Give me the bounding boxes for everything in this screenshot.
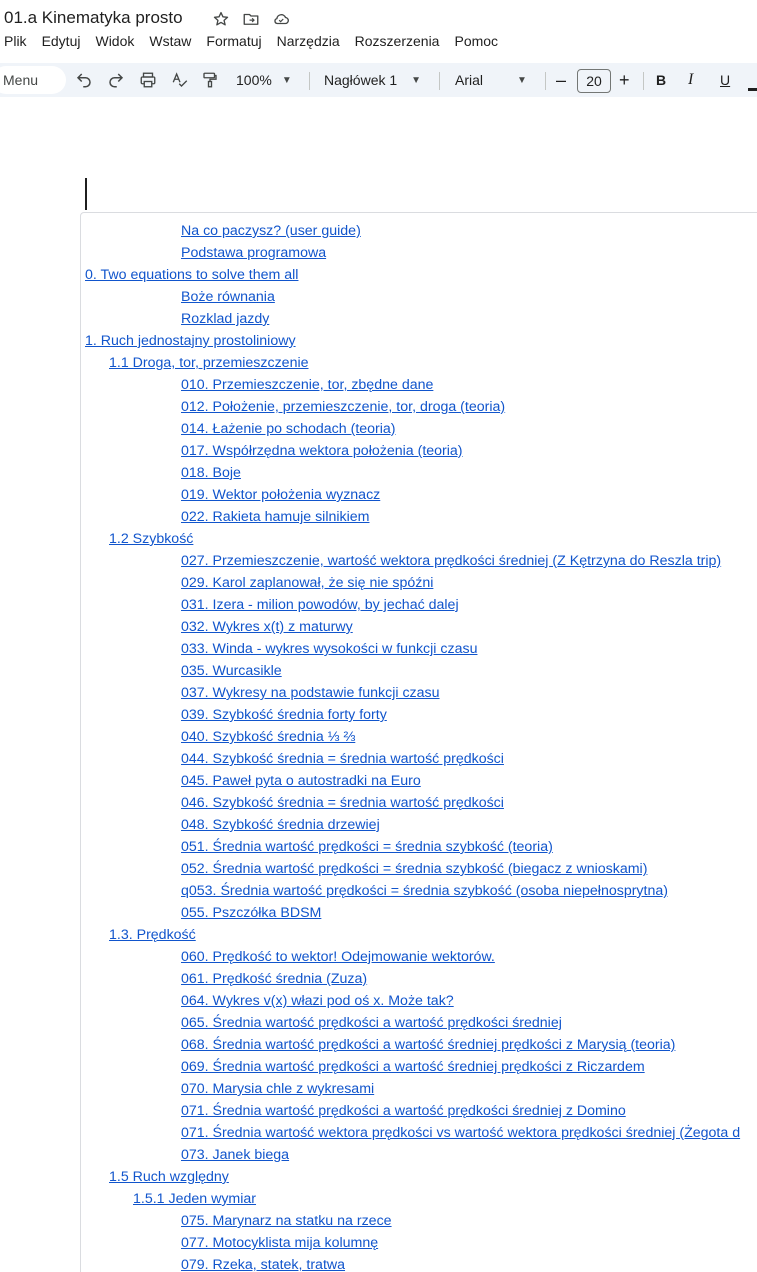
undo-icon[interactable] [75, 63, 93, 97]
increase-font-size-button[interactable]: + [619, 69, 630, 90]
zoom-select[interactable] [236, 63, 292, 97]
toc-link[interactable]: 069. Średnia wartość prędkości a wartość średniej prędkości z Riczardem [181, 1059, 645, 1075]
toc-link[interactable]: 1.5.1 Jeden wymiar [133, 1191, 257, 1207]
toc-link[interactable]: 017. Współrzędna wektora położenia (teoria) [181, 443, 463, 459]
menu-pomoc[interactable]: Pomoc [454, 33, 499, 49]
font-select[interactable] [455, 63, 527, 97]
toc-link[interactable]: q053. Średnia wartość prędkości = średnia szybkość (osoba niepełnosprytna) [181, 883, 668, 899]
toc-link[interactable]: 079. Rzeka, statek, tratwa [181, 1257, 346, 1272]
toc-link[interactable]: 070. Marysia chle z wykresami [181, 1081, 375, 1097]
toc-link[interactable]: 022. Rakieta hamuje silnikiem [181, 509, 370, 525]
zoom-value: 100% [236, 72, 272, 88]
toc-link[interactable]: Na co paczysz? (user guide) [181, 223, 361, 239]
toc-link[interactable]: 044. Szybkość średnia = średnia wartość prędkości [181, 751, 504, 767]
toc-link[interactable]: 010. Przemieszczenie, tor, zbędne dane [181, 377, 434, 393]
toc-link[interactable]: 065. Średnia wartość prędkości a wartość prędkości średniej [181, 1015, 562, 1031]
toc-link[interactable]: 027. Przemieszczenie, wartość wektora prędkości średniej (Z Kętrzyna do Reszla trip) [181, 553, 722, 569]
title-icons [210, 9, 292, 29]
title-bar [0, 0, 757, 30]
toc-link[interactable]: Boże równania [181, 289, 275, 305]
toc-link[interactable]: 018. Boje [181, 465, 241, 481]
menu-narzedzia[interactable]: Narzędzia [276, 33, 340, 49]
cloud-status-icon[interactable] [270, 9, 292, 29]
menu-wstaw[interactable]: Wstaw [149, 33, 192, 49]
toc-link[interactable]: 012. Położenie, przemieszczenie, tor, droga (teoria) [181, 399, 506, 415]
bold-button[interactable]: B [656, 72, 667, 88]
toc-link[interactable]: 077. Motocyklista mija kolumnę [181, 1235, 379, 1251]
toc-link[interactable]: 0. Two equations to solve them all [85, 267, 299, 283]
menu-plik[interactable]: Plik [4, 33, 27, 49]
toc-link[interactable]: 032. Wykres x(t) z maturwy [181, 619, 353, 635]
toc-link[interactable]: 033. Winda - wykres wysokości w funkcji czasu [181, 641, 478, 657]
print-icon[interactable] [139, 63, 157, 97]
menu-widok[interactable]: Widok [95, 33, 135, 49]
redo-icon[interactable] [107, 63, 125, 97]
toc-link[interactable]: 1.5 Ruch względny [109, 1169, 229, 1185]
toolbar-divider [309, 72, 310, 90]
font-size-input[interactable]: 20 [577, 69, 611, 93]
style-select[interactable] [324, 63, 421, 97]
font-value: Arial [455, 72, 484, 88]
chevron-down-icon: ▼ [411, 74, 422, 86]
toc-link[interactable]: 014. Łażenie po schodach (teoria) [181, 421, 396, 437]
toc-link[interactable]: 061. Prędkość średnia (Zuza) [181, 971, 368, 987]
text-cursor [85, 178, 87, 210]
toc-link[interactable]: Rozklad jazdy [181, 311, 270, 327]
menu-edytuj[interactable]: Edytuj [41, 33, 81, 49]
menu-formatuj[interactable]: Formatuj [206, 33, 262, 49]
star-icon[interactable] [210, 9, 232, 29]
document-title[interactable]: 01.a Kinematyka prosto [4, 8, 183, 27]
toc-link[interactable]: 040. Szybkość średnia ⅓ ⅔ [181, 729, 356, 745]
search-menus-button[interactable]: Menu [0, 66, 66, 94]
decrease-font-size-button[interactable]: – [556, 69, 567, 90]
toolbar-divider [439, 72, 440, 90]
toc-link[interactable]: 1.3. Prędkość [109, 927, 196, 943]
menu-rozszerzenia[interactable]: Rozszerzenia [354, 33, 440, 49]
toc-link[interactable]: 048. Szybkość średnia drzewiej [181, 817, 380, 833]
toc-link[interactable]: 019. Wektor położenia wyznacz [181, 487, 381, 503]
toc-link[interactable]: 1.2 Szybkość [109, 531, 194, 547]
toolbar-divider [545, 72, 546, 90]
toc-link[interactable]: 068. Średnia wartość prędkości a wartość średniej prędkości z Marysią (teoria) [181, 1037, 676, 1053]
toc-link[interactable]: 055. Pszczółka BDSM [181, 905, 322, 921]
chevron-down-icon: ▼ [281, 74, 292, 86]
toc-link[interactable]: 035. Wurcasikle [181, 663, 282, 679]
toc-link[interactable]: 1. Ruch jednostajny prostoliniowy [85, 333, 296, 349]
toc-link[interactable]: 029. Karol zaplanował, że się nie spóźni [181, 575, 434, 591]
toc-link[interactable]: 1.1 Droga, tor, przemieszczenie [109, 355, 309, 371]
toc-link[interactable]: 075. Marynarz na statku na rzece [181, 1213, 392, 1229]
toc-link[interactable]: 039. Szybkość średnia forty forty [181, 707, 387, 723]
toc-link[interactable]: 073. Janek biega [181, 1147, 290, 1163]
chevron-down-icon: ▼ [517, 74, 527, 86]
toc-link[interactable]: 046. Szybkość średnia = średnia wartość prędkości [181, 795, 504, 811]
toc-link[interactable]: 071. Średnia wartość wektora prędkości vs wartość wektora prędkości średniej (Żegota d [181, 1125, 741, 1141]
spellcheck-icon[interactable] [171, 63, 189, 97]
toc-link[interactable]: 031. Izera - milion powodów, by jechać dalej [181, 597, 459, 613]
text-color-icon[interactable] [748, 63, 757, 97]
document-canvas[interactable] [0, 97, 757, 1272]
move-to-folder-icon[interactable] [240, 9, 262, 29]
menu-bar [4, 33, 513, 49]
toolbar [0, 63, 757, 97]
toc-link[interactable]: 064. Wykres v(x) włazi pod oś x. Może tak? [181, 993, 454, 1009]
toc-link[interactable]: 071. Średnia wartość prędkości a wartość prędkości średniej z Domino [181, 1103, 626, 1119]
paint-format-icon[interactable] [201, 63, 219, 97]
toc-link[interactable]: Podstawa programowa [181, 245, 327, 261]
underline-button[interactable]: U [720, 72, 731, 88]
italic-button[interactable]: I [688, 71, 694, 88]
toc-link[interactable]: 045. Paweł pyta o autostradki na Euro [181, 773, 421, 789]
style-value: Nagłówek 1 [324, 72, 398, 88]
toc-link[interactable]: 037. Wykresy na podstawie funkcji czasu [181, 685, 440, 701]
toc-link[interactable]: 052. Średnia wartość prędkości = średnia szybkość (biegacz z wnioskami) [181, 861, 648, 877]
toolbar-divider [643, 72, 644, 90]
toc-link[interactable]: 060. Prędkość to wektor! Odejmowanie wektorów. [181, 949, 495, 965]
toc-link[interactable]: 051. Średnia wartość prędkości = średnia szybkość (teoria) [181, 839, 553, 855]
